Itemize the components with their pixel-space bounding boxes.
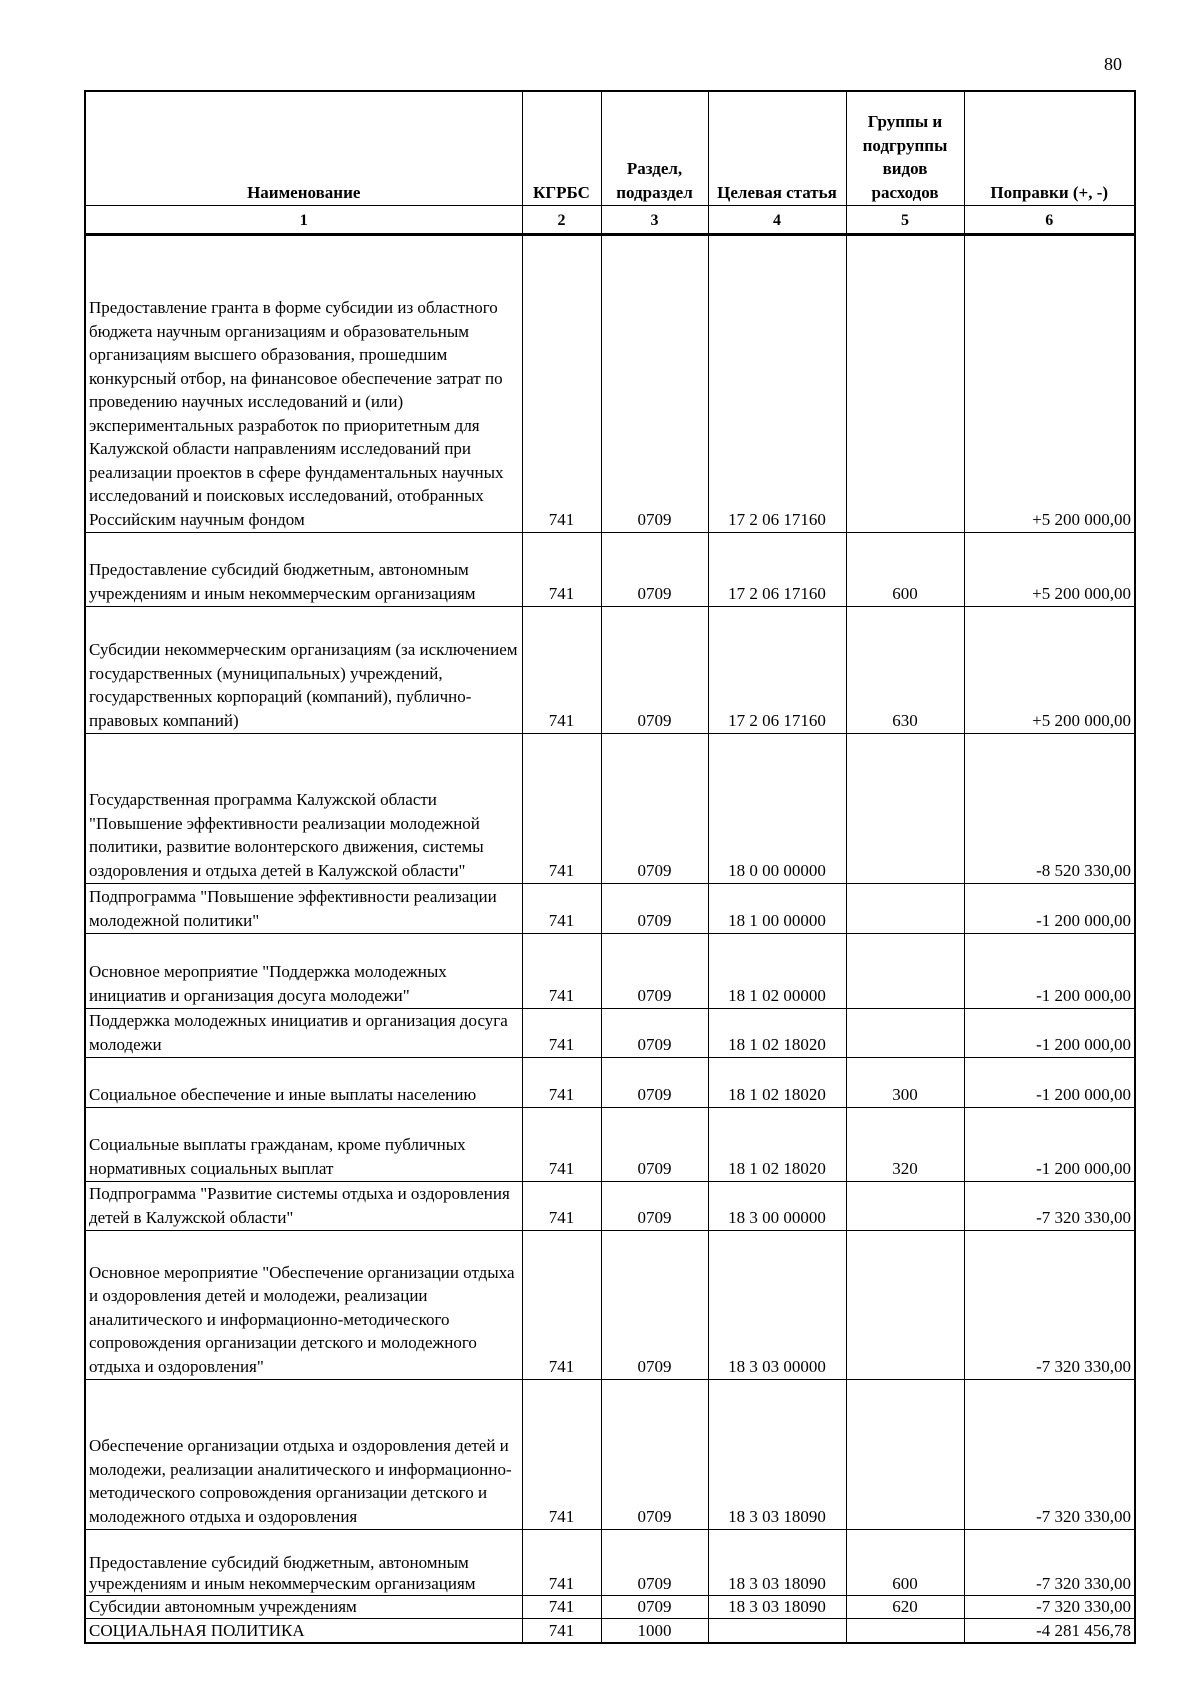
row-group: 300 [846, 1058, 964, 1108]
header-amendments: Поправки (+, -) [964, 91, 1135, 206]
row-name: Основное мероприятие "Обеспечение организации отдыха и оздоровления детей и молодежи, реализации аналитического и информационно-методического сопровождения организации детского и молодежного отдыха и оздоровления" [85, 1231, 522, 1380]
row-kgrbs: 741 [522, 533, 601, 607]
row-target: 18 3 03 18090 [708, 1596, 846, 1619]
budget-table [84, 90, 1136, 1644]
table-row [85, 1530, 1135, 1596]
column-number: 3 [601, 206, 708, 235]
row-section: 0709 [601, 533, 708, 607]
header-kgrbs: КГРБС [522, 91, 601, 206]
row-target: 18 1 00 00000 [708, 884, 846, 934]
row-name: Обеспечение организации отдыха и оздоровления детей и молодежи, реализации аналитического и информационно-методического сопровождения организации детского и молодежного отдыха и оздоровления [85, 1380, 522, 1530]
row-name: Подпрограмма "Повышение эффективности реализации молодежной политики" [85, 884, 522, 934]
row-target: 18 1 02 18020 [708, 1058, 846, 1108]
row-group: 320 [846, 1108, 964, 1182]
row-amount: -7 320 330,00 [964, 1596, 1135, 1619]
row-kgrbs: 741 [522, 1380, 601, 1530]
row-kgrbs: 741 [522, 1009, 601, 1058]
row-target: 18 1 02 18020 [708, 1108, 846, 1182]
row-name: Предоставление субсидий бюджетным, автономным учреждениям и иным некоммерческим организациям [85, 1530, 522, 1596]
column-number: 4 [708, 206, 846, 235]
row-group [846, 1619, 964, 1643]
row-section: 1000 [601, 1619, 708, 1643]
table-row [85, 1182, 1135, 1231]
row-group [846, 1231, 964, 1380]
row-target: 18 3 03 18090 [708, 1530, 846, 1596]
row-section: 0709 [601, 1058, 708, 1108]
row-amount: -1 200 000,00 [964, 1058, 1135, 1108]
row-kgrbs: 741 [522, 934, 601, 1009]
row-kgrbs: 741 [522, 1530, 601, 1596]
column-number: 6 [964, 206, 1135, 235]
row-amount: +5 200 000,00 [964, 533, 1135, 607]
header-section: Раздел, подраздел [601, 91, 708, 206]
row-amount: -7 320 330,00 [964, 1231, 1135, 1380]
column-number: 2 [522, 206, 601, 235]
table-row [85, 934, 1135, 1009]
row-name: Государственная программа Калужской области "Повышение эффективности реализации молодежной политики, развитие волонтерского движения, системы оздоровления и отдыха детей в Калужской области" [85, 734, 522, 884]
table-row [85, 734, 1135, 884]
row-section: 0709 [601, 1009, 708, 1058]
row-group: 600 [846, 533, 964, 607]
table-row [85, 607, 1135, 734]
row-amount: -1 200 000,00 [964, 1108, 1135, 1182]
row-group: 620 [846, 1596, 964, 1619]
row-target [708, 1619, 846, 1643]
row-group [846, 1380, 964, 1530]
row-name: Поддержка молодежных инициатив и организация досуга молодежи [85, 1009, 522, 1058]
row-kgrbs: 741 [522, 1596, 601, 1619]
table-row [85, 1380, 1135, 1530]
column-number: 5 [846, 206, 964, 235]
row-amount: -8 520 330,00 [964, 734, 1135, 884]
table-row [85, 884, 1135, 934]
row-section: 0709 [601, 1596, 708, 1619]
table-row [85, 235, 1135, 533]
table-row [85, 533, 1135, 607]
row-target: 18 1 02 18020 [708, 1009, 846, 1058]
row-kgrbs: 741 [522, 884, 601, 934]
row-target: 18 3 03 18090 [708, 1380, 846, 1530]
row-target: 18 3 00 00000 [708, 1182, 846, 1231]
row-kgrbs: 741 [522, 1058, 601, 1108]
row-section: 0709 [601, 1380, 708, 1530]
row-name: Субсидии некоммерческим организациям (за исключением государственных (муниципальных) учреждений, государственных корпораций (компаний), публично-правовых компаний) [85, 607, 522, 734]
row-name: Предоставление гранта в форме субсидии из областного бюджета научным организациям и образовательным организациям высшего образования, прошедшим конкурсный отбор, на финансовое обеспечение затрат по проведению научных исследований и (или) экспериментальных разработок по приоритетным для Калужской области направлениям исследований при реализации проектов в сфере фундаментальных научных исследований и поисковых исследований, отобранных Российским научным фондом [85, 235, 522, 533]
table-row [85, 1619, 1135, 1643]
row-target: 18 0 00 00000 [708, 734, 846, 884]
row-name: Субсидии автономным учреждениям [85, 1596, 522, 1619]
row-section: 0709 [601, 1108, 708, 1182]
row-name: Подпрограмма "Развитие системы отдыха и оздоровления детей в Калужской области" [85, 1182, 522, 1231]
row-section: 0709 [601, 607, 708, 734]
row-section: 0709 [601, 934, 708, 1009]
table-row [85, 1009, 1135, 1058]
table-row [85, 1231, 1135, 1380]
row-target: 17 2 06 17160 [708, 235, 846, 533]
row-amount: +5 200 000,00 [964, 607, 1135, 734]
row-section: 0709 [601, 884, 708, 934]
row-target: 18 1 02 00000 [708, 934, 846, 1009]
row-group [846, 884, 964, 934]
page-number: 80 [1104, 54, 1122, 74]
row-amount: -1 200 000,00 [964, 884, 1135, 934]
row-group [846, 934, 964, 1009]
row-amount: -7 320 330,00 [964, 1380, 1135, 1530]
row-section: 0709 [601, 1530, 708, 1596]
row-name: Предоставление субсидий бюджетным, автономным учреждениям и иным некоммерческим организациям [85, 533, 522, 607]
row-kgrbs: 741 [522, 734, 601, 884]
header-target: Целевая статья [708, 91, 846, 206]
row-name: Социальное обеспечение и иные выплаты населению [85, 1058, 522, 1108]
row-kgrbs: 741 [522, 1231, 601, 1380]
row-kgrbs: 741 [522, 607, 601, 734]
row-amount: -4 281 456,78 [964, 1619, 1135, 1643]
row-kgrbs: 741 [522, 235, 601, 533]
row-amount: -7 320 330,00 [964, 1530, 1135, 1596]
row-group [846, 1182, 964, 1231]
row-name: СОЦИАЛЬНАЯ ПОЛИТИКА [85, 1619, 522, 1643]
table-row [85, 1108, 1135, 1182]
row-section: 0709 [601, 1182, 708, 1231]
row-group [846, 734, 964, 884]
row-section: 0709 [601, 235, 708, 533]
row-kgrbs: 741 [522, 1619, 601, 1643]
row-name: Основное мероприятие "Поддержка молодежных инициатив и организация досуга молодежи" [85, 934, 522, 1009]
row-name: Социальные выплаты гражданам, кроме публичных нормативных социальных выплат [85, 1108, 522, 1182]
header-row [85, 91, 1135, 206]
row-group: 600 [846, 1530, 964, 1596]
row-section: 0709 [601, 1231, 708, 1380]
header-groups: Группы и подгруппы видов расходов [846, 91, 964, 206]
row-target: 18 3 03 00000 [708, 1231, 846, 1380]
row-target: 17 2 06 17160 [708, 607, 846, 734]
row-amount: +5 200 000,00 [964, 235, 1135, 533]
row-target: 17 2 06 17160 [708, 533, 846, 607]
row-group: 630 [846, 607, 964, 734]
row-amount: -1 200 000,00 [964, 1009, 1135, 1058]
row-group [846, 235, 964, 533]
table-row [85, 1596, 1135, 1619]
header-name: Наименование [85, 91, 522, 206]
row-amount: -1 200 000,00 [964, 934, 1135, 1009]
row-section: 0709 [601, 734, 708, 884]
table-row [85, 1058, 1135, 1108]
row-group [846, 1009, 964, 1058]
row-kgrbs: 741 [522, 1108, 601, 1182]
row-amount: -7 320 330,00 [964, 1182, 1135, 1231]
row-kgrbs: 741 [522, 1182, 601, 1231]
column-number: 1 [85, 206, 522, 235]
column-number-row [85, 206, 1135, 235]
